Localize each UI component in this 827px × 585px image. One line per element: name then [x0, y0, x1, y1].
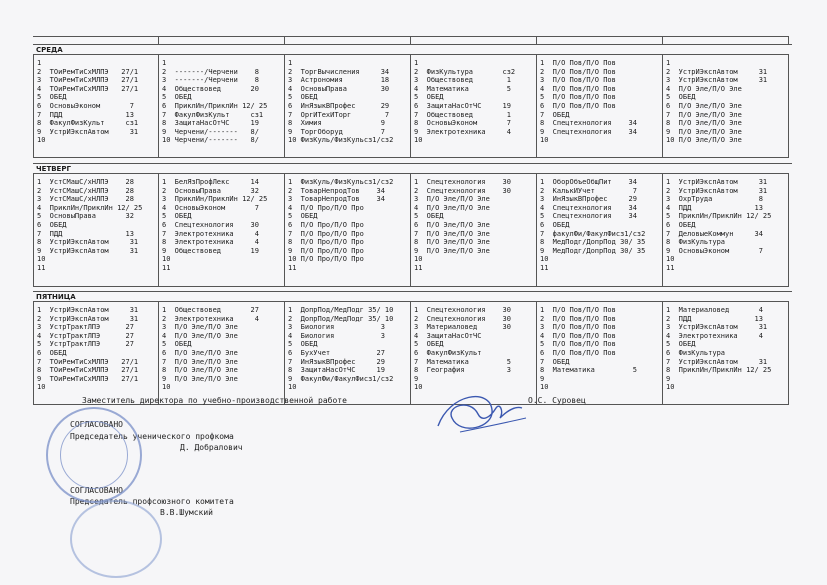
lesson-line: 8 ФакулФизКульт cз1: [37, 119, 139, 128]
lesson-line: 5 ОБЕД: [162, 93, 192, 102]
lesson-line: 8 ЗащитаНасОтЧС 19: [162, 119, 259, 128]
lesson-line: 3 -------/Черчени 8: [162, 76, 259, 85]
lesson-line: 9 Спецтехнология 34: [540, 127, 637, 136]
lesson-line: 11: [162, 263, 171, 272]
lesson-line: 2 ДопрПод/МедПодг 35/ 10: [288, 314, 394, 323]
lesson-line: 8 П/О Про/П/О Про: [288, 238, 364, 247]
schedule-cell: [284, 174, 410, 286]
lesson-line: 11: [288, 263, 297, 272]
deputy-name: О.С. Суровец: [528, 396, 586, 405]
lesson-line: 4 Спецтехнология 34: [540, 203, 637, 212]
lesson-line: 5 П/О Пов/П/О Пов: [540, 93, 616, 102]
lesson-line: 2 Спецтехнология 30: [414, 314, 511, 323]
lesson-line: 10: [288, 383, 297, 392]
lesson-line: 5 П/О Пов/П/О Пов: [540, 340, 616, 349]
lesson-line: 4 ПриклИн/ПриклИн 12/ 25: [37, 203, 143, 212]
deputy-line: [82, 396, 347, 405]
lesson-line: 7 ТОиРемТиСхМЛПЭ 27/1: [37, 357, 139, 366]
lesson-line: 7 П/О Эле/П/О Эле: [666, 110, 742, 119]
lesson-line: 2 УстрИЭкспАвтом 31: [37, 314, 139, 323]
lesson-line: 8 ТОиРемТиСхМЛПЭ 27/1: [37, 366, 139, 375]
lesson-line: 10: [414, 255, 423, 264]
lesson-line: 7 П/О Эле/П/О Эле: [414, 229, 490, 238]
lesson-line: 2 УстСМашС/хНЛПЭ 28: [37, 186, 134, 195]
schedule-cell: [284, 55, 410, 157]
lesson-line: 4 П/О Пов/П/О Пов: [540, 84, 616, 93]
lesson-line: 6 БухУчет 27: [288, 348, 385, 357]
lesson-line: 6 ОБЕД: [37, 348, 67, 357]
lesson-line: 4 П/О Эле/П/О Эле: [414, 203, 490, 212]
lesson-line: 4 П/О Эле/П/О Эле: [666, 84, 742, 93]
lesson-line: 3 ПриклИн/ПриклИн 12/ 25: [162, 195, 268, 204]
lesson-line: 2 Электротехника 4: [162, 314, 259, 323]
round-stamp: [46, 407, 142, 503]
lesson-line: 1: [162, 59, 167, 67]
lesson-line: 4 Математика 5: [414, 84, 511, 93]
lesson-line: 8 Химия 9: [288, 119, 385, 128]
lesson-line: 5 УстрТрактЛПЭ 27: [37, 340, 134, 349]
lesson-line: 9 УстрИЭкспАвтом 31: [37, 127, 139, 136]
lesson-line: 3 УстрТрактЛПЭ 27: [37, 323, 134, 332]
lesson-line: 5 ОБЕД: [162, 340, 192, 349]
lesson-line: 1 УстСМашС/хНЛПЭ 28: [37, 178, 134, 186]
lesson-line: 7 ОБЕД: [540, 110, 570, 119]
lesson-line: 10: [414, 136, 423, 145]
lesson-line: 1 УстрИЭкспАвтом 31: [666, 178, 768, 186]
lesson-line: 1 ДопрПод/МедПодг 35/ 10: [288, 306, 394, 314]
lesson-line: 6 П/О Эле/П/О Эле: [162, 348, 238, 357]
day-header: СРЕДА: [33, 44, 792, 55]
lesson-line: 10 П/О Эле/П/О Эле: [666, 136, 742, 145]
lesson-line: 9 УстрИЭкспАвтом 31: [37, 246, 139, 255]
lesson-line: 2 УстрИЭкспАвтом 31: [666, 186, 768, 195]
lesson-line: 3 ИнЯзыкВПрофес 29: [540, 195, 637, 204]
lesson-line: 7 Электротехника 4: [162, 229, 259, 238]
lesson-line: 1: [288, 59, 293, 67]
lesson-line: 2 П/О Пов/П/О Пов: [540, 314, 616, 323]
lesson-line: 4 Электротехника 4: [666, 331, 763, 340]
lesson-line: 3 Астрономия 18: [288, 76, 390, 85]
lesson-line: 1 Обществовед 27: [162, 306, 259, 314]
lesson-line: 5 ПриклИн/ПриклИн 12/ 25: [666, 212, 772, 221]
lesson-line: 4 П/О Про/П/О Про: [288, 203, 364, 212]
schedule-cell: [662, 174, 789, 286]
lesson-line: 5 ОБЕД: [288, 340, 318, 349]
lesson-line: 6 П/О Про/П/О Про: [288, 220, 364, 229]
day-header: ЧЕТВЕРГ: [33, 163, 792, 174]
lesson-line: 7 П/О Про/П/О Про: [288, 229, 364, 238]
lesson-line: 2 КалькИУчет 7: [540, 186, 637, 195]
lesson-line: 3 УстСМашС/хНЛПЭ 28: [37, 195, 134, 204]
lesson-line: 10: [37, 383, 46, 392]
lesson-line: 9 Электротехника 4: [414, 127, 511, 136]
schedule-cell: [33, 174, 159, 286]
agreed-label-2: СОГЛАСОВАНО: [70, 486, 123, 495]
lesson-line: 6 ИнЯзыкВПрофес 29: [288, 101, 390, 110]
lesson-line: 5 ОБЕД: [414, 212, 444, 221]
lesson-line: 7 ИнЯзыкВПрофес 29: [288, 357, 385, 366]
lesson-line: 4 ПДД 13: [666, 203, 763, 212]
lesson-line: 4 Обществовед 20: [162, 84, 259, 93]
lesson-line: 1 Материаловед 4: [666, 306, 763, 314]
lesson-line: 9 ТоргОборуд 7: [288, 127, 385, 136]
schedule-cell: [410, 174, 536, 286]
lesson-line: 6 П/О Эле/П/О Эле: [666, 101, 742, 110]
lesson-line: 6 ФизКультура: [666, 348, 726, 357]
lesson-line: 8 География 3: [414, 366, 511, 375]
union-chair-1: Председатель ученического профкома: [70, 432, 234, 441]
lesson-line: 3 П/О Пов/П/О Пов: [540, 323, 616, 332]
lesson-line: 4 ОсновыЭконом 7: [162, 203, 259, 212]
lesson-line: 10: [540, 255, 549, 264]
lesson-line: 9 МедПодг/ДопрПод 30/ 35: [540, 246, 646, 255]
lesson-line: 8 ПриклИн/ПриклИн 12/ 25: [666, 366, 772, 375]
lesson-line: 9 П/О Эле/П/О Эле: [414, 246, 490, 255]
schedule-cell: [284, 302, 410, 404]
schedule-cell: [410, 55, 536, 157]
lesson-line: 3 ТоварНепродТов 34: [288, 195, 385, 204]
lesson-line: 6 П/О Пов/П/О Пов: [540, 348, 616, 357]
lesson-line: 3 Обществовед 1: [414, 76, 511, 85]
lesson-line: 7 ФакулФизКульт cз1: [162, 110, 264, 119]
lesson-line: 3 ОхрТруда 8: [666, 195, 763, 204]
lesson-line: 10 ФизКуль/ФизКульсз1/сз2: [288, 136, 394, 145]
lesson-line: 5 ОБЕД: [414, 340, 444, 349]
union-chair-1-name: Д. Добралович: [180, 443, 243, 452]
lesson-line: 11: [414, 263, 423, 272]
lesson-line: 3 УстрИЭкспАвтом 31: [666, 76, 768, 85]
schedule-cell: [33, 55, 159, 157]
lesson-line: 11: [666, 263, 675, 272]
day-row: [33, 301, 789, 405]
lesson-line: 8 Электротехника 4: [162, 238, 259, 247]
lesson-line: 1 ОборОбъеОбщПит 34: [540, 178, 637, 186]
lesson-line: 9 ФакулФи/ФакулФисз1/сз2: [288, 374, 394, 383]
lesson-line: 10: [37, 255, 46, 264]
lesson-line: 8 Математика 5: [540, 366, 637, 375]
lesson-line: 10: [540, 136, 549, 145]
lesson-line: 9 ТОиРемТиСхМЛПЭ 27/1: [37, 374, 139, 383]
lesson-line: 10: [162, 255, 171, 264]
schedule-cell: [536, 174, 662, 286]
schedule-cell: [662, 302, 789, 404]
lesson-line: 10: [414, 383, 423, 392]
lesson-line: 2 Спецтехнология 30: [414, 186, 511, 195]
lesson-line: 4 П/О Эле/П/О Эле: [162, 331, 238, 340]
day-row: [33, 173, 789, 287]
lesson-line: 6 ОБЕД: [540, 220, 570, 229]
lesson-line: 2 ПДД 13: [666, 314, 763, 323]
lesson-line: 8 УстрИЭкспАвтом 31: [37, 238, 139, 247]
lesson-line: 1 Спецтехнология 30: [414, 178, 511, 186]
lesson-line: 3 ТОиРемТиСхМЛПЭ 27/1: [37, 76, 139, 85]
union-chair-2-name: В.В.Шумский: [160, 508, 213, 517]
union-stamp: [70, 500, 162, 578]
lesson-line: 10 Черчени/------- 8/: [162, 136, 259, 145]
lesson-line: 9 П/О Эле/П/О Эле: [666, 127, 742, 136]
lesson-line: 7 Обществовед 1: [414, 110, 511, 119]
lesson-line: 4 П/О Пов/П/О Пов: [540, 331, 616, 340]
lesson-line: 10: [37, 136, 46, 145]
lesson-line: 9 Черчени/------- 8/: [162, 127, 259, 136]
lesson-line: 10 П/О Про/П/О Про: [288, 255, 364, 264]
day-row: [33, 54, 789, 158]
lesson-line: 1 УстрИЭкспАвтом 31: [37, 306, 139, 314]
lesson-line: 7 ПДД 13: [37, 229, 134, 238]
lesson-line: 2 ТоварНепродТов 34: [288, 186, 385, 195]
lesson-line: 4 ЗащитаНасОтЧС: [414, 331, 482, 340]
lesson-line: 6 ОсновыЭконом 7: [37, 101, 134, 110]
lesson-line: 1: [414, 59, 419, 67]
lesson-line: 7 факулФи/ФакулФисз1/сз2: [540, 229, 646, 238]
lesson-line: 2 УстрИЭкспАвтом 31: [666, 67, 768, 76]
lesson-line: 6 ОБЕД: [666, 220, 696, 229]
lesson-line: 3 П/О Эле/П/О Эле: [414, 195, 490, 204]
signature-icon: [430, 388, 530, 448]
lesson-line: 1 Спецтехнология 30: [414, 306, 511, 314]
lesson-line: 9 П/О Эле/П/О Эле: [162, 374, 238, 383]
lesson-line: 3 Материаловед 30: [414, 323, 511, 332]
lesson-line: 2 ФизКультура сз2: [414, 67, 516, 76]
lesson-line: 6 Спецтехнология 30: [162, 220, 259, 229]
lesson-line: 5 ОБЕД: [288, 93, 318, 102]
schedule-cell: [158, 55, 284, 157]
lesson-line: 8 ЗащитаНасОтЧС 19: [288, 366, 385, 375]
lesson-line: 1 П/О Пов/П/О Пов: [540, 306, 616, 314]
schedule-cell: [33, 302, 159, 404]
schedule-cell: [158, 174, 284, 286]
lesson-line: 8 ФизКультура: [666, 238, 726, 247]
lesson-line: 8 Спецтехнология 34: [540, 119, 637, 128]
lesson-line: 9: [540, 374, 545, 383]
lesson-line: 1 ФизКуль/ФизКульсз1/сз2: [288, 178, 394, 186]
lesson-line: 5 ОБЕД: [666, 93, 696, 102]
lesson-line: 6 ОБЕД: [37, 220, 67, 229]
lesson-line: 7 ОБЕД: [540, 357, 570, 366]
lesson-line: 1: [666, 59, 671, 67]
lesson-line: 10: [666, 383, 675, 392]
lesson-line: 11: [540, 263, 549, 272]
lesson-line: 5 ОБЕД: [37, 93, 67, 102]
lesson-line: 3 П/О Эле/П/О Эле: [162, 323, 238, 332]
lesson-line: 1: [37, 59, 42, 67]
lesson-line: 7 П/О Эле/П/О Эле: [162, 357, 238, 366]
lesson-line: 1 П/О Пов/П/О Пов: [540, 59, 616, 67]
lesson-line: 3 УстрИЭкспАвтом 31: [666, 323, 768, 332]
lesson-line: 2 П/О Пов/П/О Пов: [540, 67, 616, 76]
lesson-line: 7 ОргИТехИТорг 7: [288, 110, 390, 119]
lesson-line: 3 П/О Пов/П/О Пов: [540, 76, 616, 85]
lesson-line: 8 П/О Эле/П/О Эле: [414, 238, 490, 247]
lesson-line: 7 УстрИЭкспАвтом 31: [666, 357, 768, 366]
day-header: ПЯТНИЦА: [33, 291, 792, 302]
lesson-line: 10: [540, 383, 549, 392]
lesson-line: 8 ОсновыЭконом 7: [414, 119, 511, 128]
lesson-line: 7 ПДД 13: [37, 110, 134, 119]
lesson-line: 9 П/О Про/П/О Про: [288, 246, 364, 255]
lesson-line: 6 ЗащитаНасОтЧС 19: [414, 101, 511, 110]
lesson-line: 10: [666, 255, 675, 264]
lesson-line: 5 ОБЕД: [162, 212, 192, 221]
lesson-line: 2 ОсновыПрава 32: [162, 186, 259, 195]
lesson-line: 2 -------/Черчени 8: [162, 67, 259, 76]
lesson-line: 6 ФакулФизКульт: [414, 348, 482, 357]
lesson-line: 6 П/О Эле/П/О Эле: [414, 220, 490, 229]
schedule-cell: [536, 302, 662, 404]
lesson-line: 5 ОсновыПрава 32: [37, 212, 134, 221]
schedule-cell: [536, 55, 662, 157]
lesson-line: 7 Математика 5: [414, 357, 511, 366]
deputy-title: Заместитель директора по учебно-производственной работе: [82, 396, 347, 405]
lesson-line: 2 ТОиРемТиСхМЛПЭ 27/1: [37, 67, 139, 76]
union-chair-2: Председатель профсоюзного комитета: [70, 497, 234, 506]
lesson-line: 4 ОсновыПрава 30: [288, 84, 390, 93]
agreed-label-1: СОГЛАСОВАНО: [70, 420, 123, 429]
lesson-line: 11: [37, 263, 46, 272]
lesson-line: 9 Обществовед 19: [162, 246, 259, 255]
schedule-cell: [158, 302, 284, 404]
lesson-line: 4 Биология 3: [288, 331, 385, 340]
lesson-line: 9: [666, 374, 671, 383]
lesson-line: 2 ТоргВычисления 34: [288, 67, 390, 76]
lesson-line: 8 П/О Эле/П/О Эле: [162, 366, 238, 375]
lesson-line: 6 ПриклИн/ПриклИн 12/ 25: [162, 101, 268, 110]
lesson-line: 4 УстрТрактЛПЭ 27: [37, 331, 134, 340]
lesson-line: 8 П/О Эле/П/О Эле: [666, 119, 742, 128]
lesson-line: 7 ДеловыеКоммун 34: [666, 229, 763, 238]
lesson-line: 9 ОсновыЭконом 7: [666, 246, 763, 255]
lesson-line: 4 ТОиРемТиСхМЛПЭ 27/1: [37, 84, 139, 93]
lesson-line: 8 МедПодг/ДопрПод 30/ 35: [540, 238, 646, 247]
schedule-cell: [662, 55, 789, 157]
lesson-line: 3 Биология 3: [288, 323, 385, 332]
lesson-line: 5 ОБЕД: [288, 212, 318, 221]
lesson-line: 5 ОБЕД: [414, 93, 444, 102]
lesson-line: 9: [414, 374, 419, 383]
lesson-line: 10: [162, 383, 171, 392]
lesson-line: 5 Спецтехнология 34: [540, 212, 637, 221]
lesson-line: 5 ОБЕД: [666, 340, 696, 349]
lesson-line: 6 П/О Пов/П/О Пов: [540, 101, 616, 110]
lesson-line: 1 БелЯзПрофЛекс 14: [162, 178, 259, 186]
